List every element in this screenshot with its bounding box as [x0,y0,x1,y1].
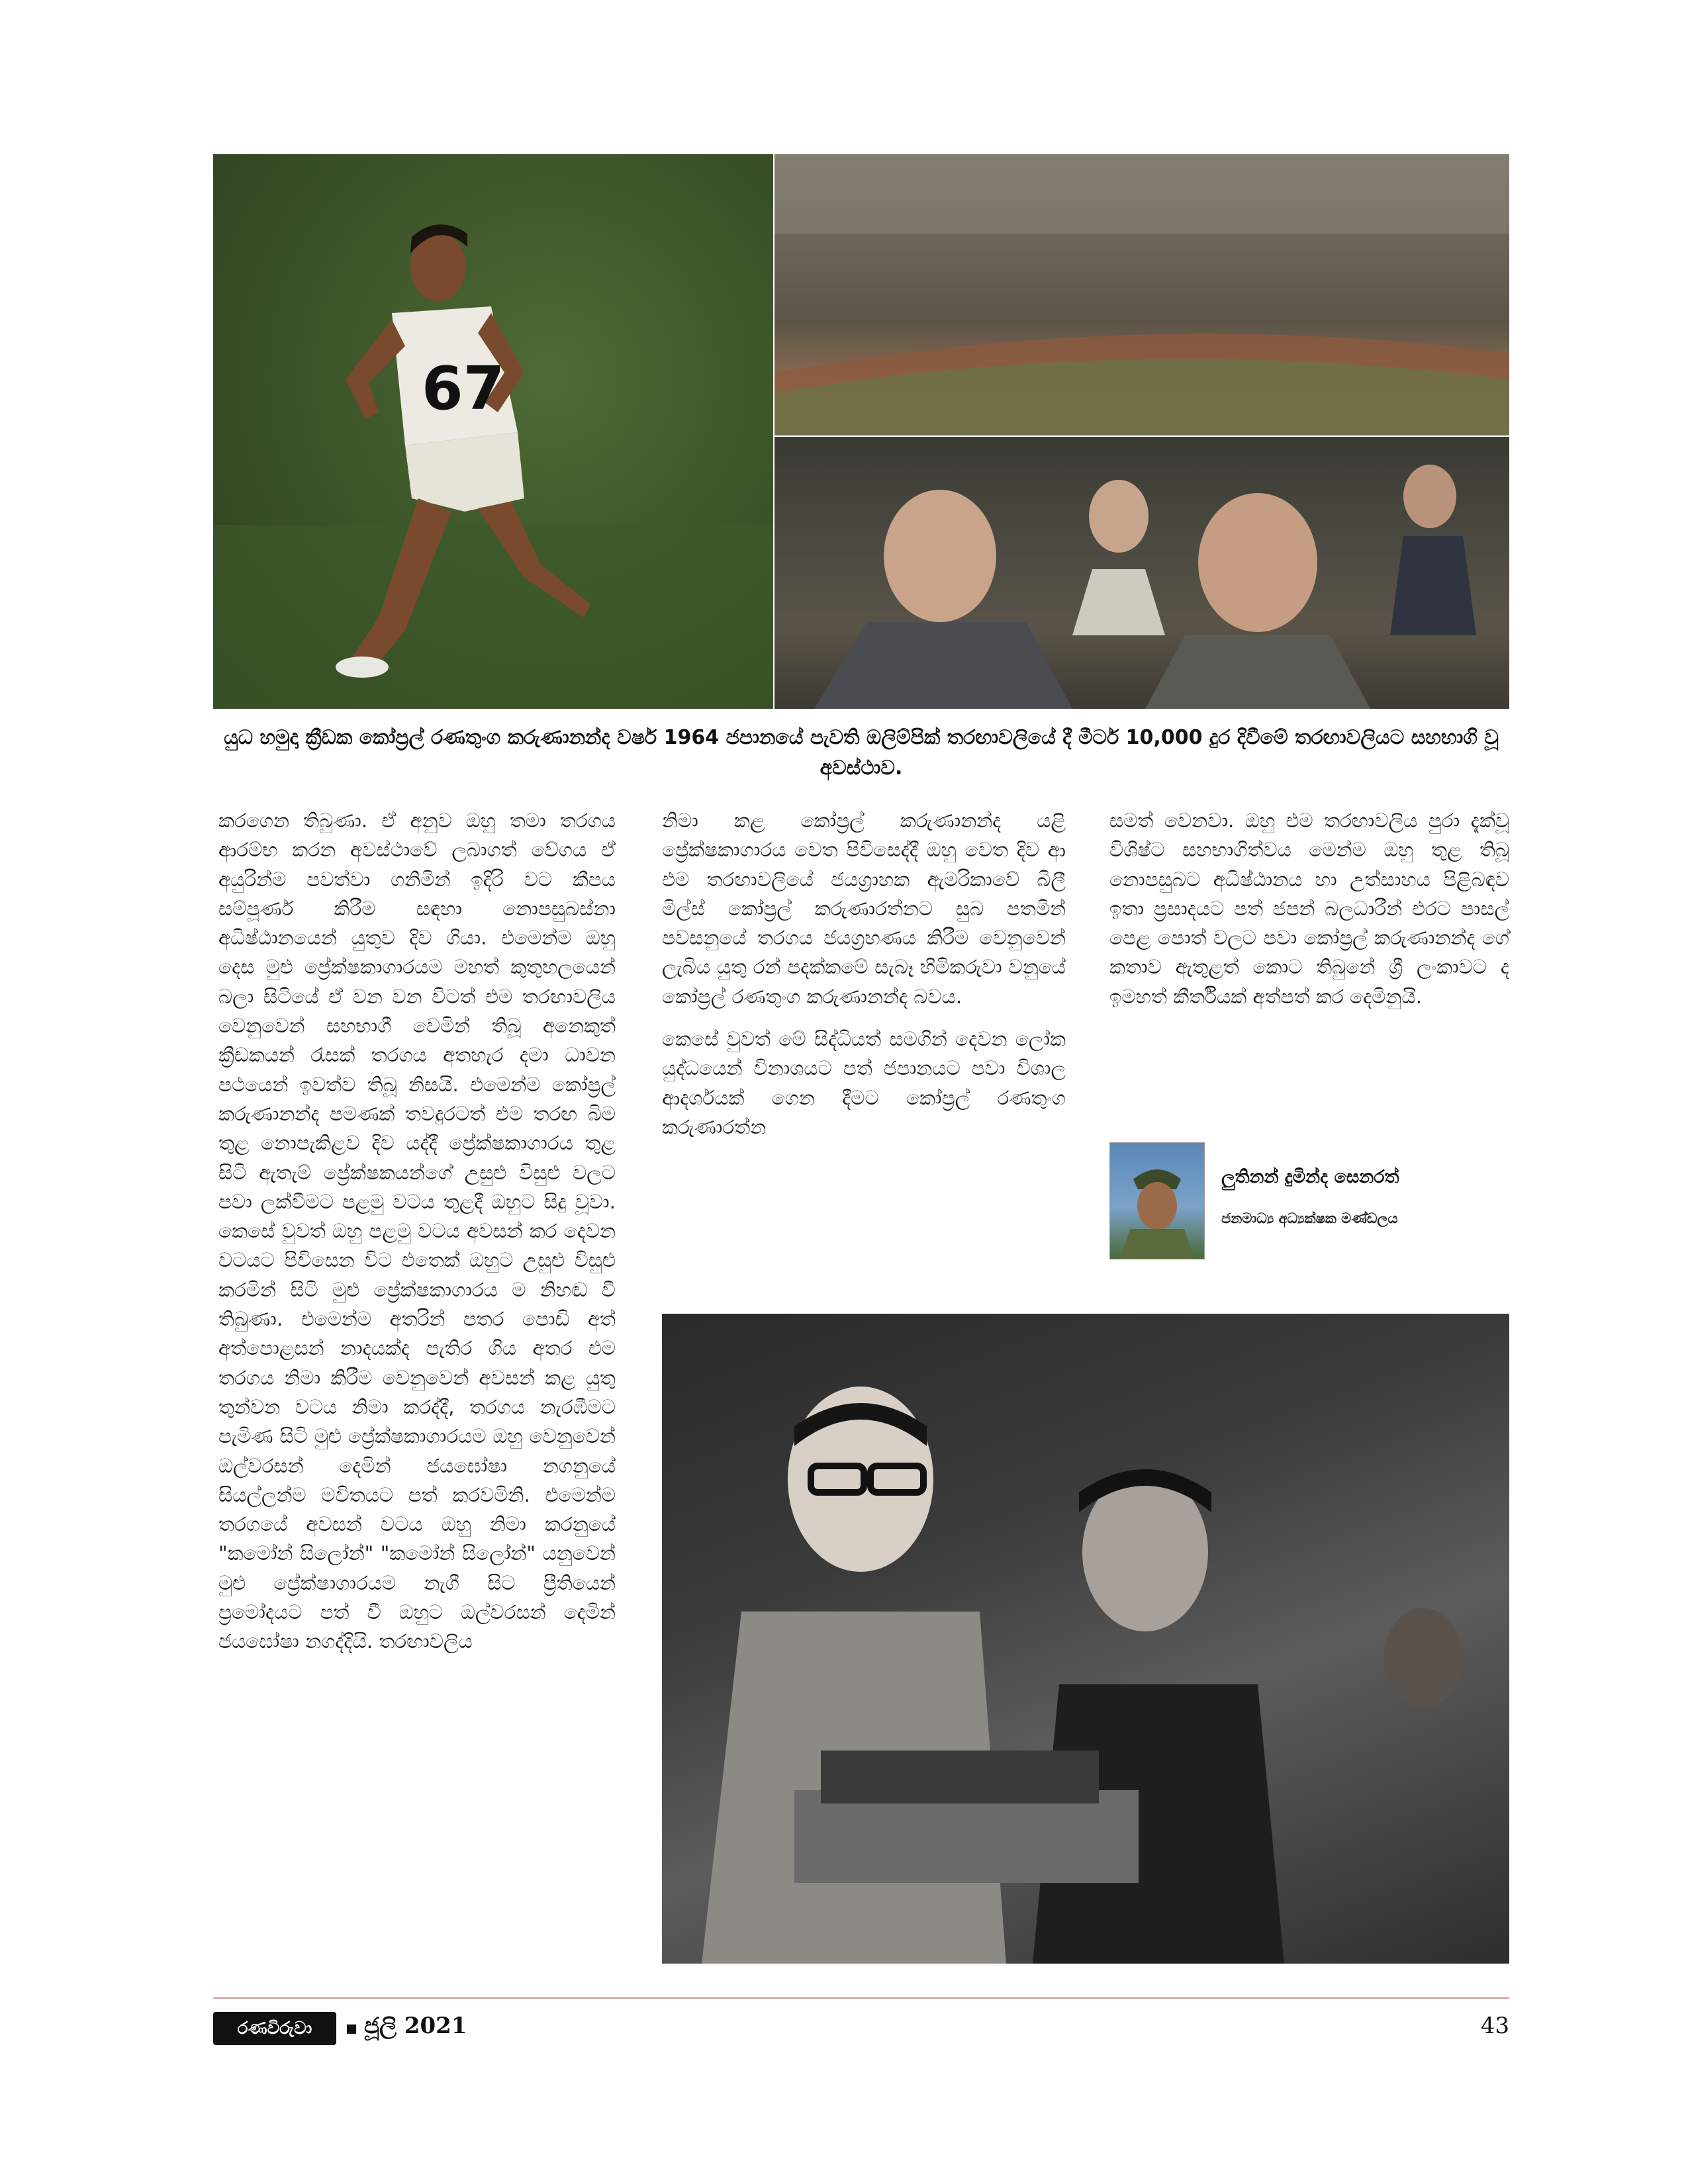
runner-illustration [213,154,773,709]
runner-photo [213,154,773,709]
award-illustration [662,1314,1509,1964]
photo-caption: යුධ හමුදා ක්‍රීඩක කෝප්‍රල් රණතුංග කරුණානන්ද වර්ෂ 1964 ජපානයේ පැවති ඔලිම්පික් තරඟාවලියේ දී මීටර් 10,000 දුර දිවීමේ තරඟාවලියට සහභාගි වූ අවස්ථාව. [224,726,1499,780]
footer-rule [213,1997,1509,1999]
footer-bullet [347,2025,356,2034]
page-number: 43 [1480,2013,1509,2039]
author-role: ජනමාධ්‍ය අධ්‍යක්ෂක මණ්ඩලය [1221,1210,1398,1226]
article-paragraph: සමත් වෙනවා. ඔහු එම තරඟාවලිය පුරා දැක්වූ විශිෂ්ට සහභාගිත්වය මෙන්ම ඔහු තුළ තිබූ නොපසුබට අධිෂ්ඨානය හා උත්සාහය පිළිබඳව ඉතා ප්‍රසාදයට පත් ජපන් බලධාරීන් එරට පාසල් පෙළ පොත් වලට පවා කෝප්‍රල් කරුණානන්ද ගේ කතාව ඇතුළත් කොට තිබුනේ ශ්‍රී ලංකාවට ද ඉමහත් කීර්තියක් අත්පත් කර දෙමිනුයි. [1109,809,1509,1008]
magazine-logo: රණවිරුවා [213,2012,336,2045]
crowd-illustration [774,437,1509,709]
crowd-photo [774,437,1509,709]
author-name: ලුතිනන් දුමින්ද සෙනරත් [1221,1167,1399,1187]
award-photo [662,1314,1509,1964]
stadium-illustration [774,154,1509,435]
issue-date: ජූලි 2021 [364,2013,467,2039]
author-photo [1109,1142,1205,1259]
stadium-photo [774,154,1509,435]
article-paragraph: නිමා කළ කෝප්‍රල් කරුණානන්ද යළි ප්‍රේක්ෂකාගාරය වෙත පිවිසෙද්දී ඔහු වෙත දිව ආ එම තරඟාවලියේ ජයග්‍රාහක ඇමරිකාවේ බිලී මිල්ස් කෝප්‍රල් කරුණාරත්නට සුබ පතමින් පවසනුයේ තරගය ජයග්‍රහණය කිරීම වෙනුවෙන් ලැබිය යුතු රන් පදක්කමේ සැබෑ හිමිකරුවා වනුයේ කෝප්‍රල් රණතුංග කරුණානන්ද බවය. [662,809,1066,1008]
author-portrait [1110,1143,1204,1259]
article-column-1 [218,806,616,1670]
bib-number: 67 [422,354,505,424]
article-column-3 [1109,806,1509,1024]
article-paragraph: කෙසේ වුවත් මේ සිද්ධියත් සමගින් දෙවන ලෝක යුද්ධයෙන් විනාශයට පත් ජපානයට පවා විශාල ආදර්ශයක් ගෙන දීමට කෝප්‍රල් රණතුංග කරුණාරත්න [662,1028,1066,1138]
article-column-2 [662,806,1066,1155]
article-paragraph: කරගෙන තිබුණා. ඒ අනුව ඔහු තමා තරගය ආරම්භ කරන අවස්ථාවේ ලබාගත් වේගය ඒ අයුරින්ම පවත්වා ගනිමින් ඉදිරි වට කීපය සම්පූර්ණ කිරීම සඳහා නොපසුබස්නා අධිෂ්ඨානයෙන් යුතුව දිව ගියා. එමෙන්ම ඔහු දෙස මුළු ප්‍රේක්ෂකාගාරයම මහත් කුතුහලයෙන් බලා සිටියේ ඒ වන වන විටත් එම තරඟාවලිය වෙනුවෙන් සහභාගී වෙමින් තිබූ අනෙකුත් ක්‍රීඩකයන් රැසක් තරගය අතහැර දමා ධාවන පථයෙන් ඉවත්ව තිබූ නිසයි. එමෙන්ම කෝප්‍රල් කරුණානන්ද පමණක් තවදුරටත් එම තරඟ බිම තුළ නොපැකිළව දිව යද්දී ප්‍රේක්ෂකාගාරය තුළ සිටි ඇතැම් ප්‍රේක්ෂකයන්ගේ උසුළු විසුළු වලට පවා ලක්වීමට පළමු වටය තුළදී ඔහුට සිදු වූවා. කෙසේ වුවත් ඔහු පළමු වටය අවසන් කර දෙවන වටයට පිවිසෙන විට එතෙක් ඔහුට උසුළු විසුළු කරමින් සිටි මුළු ප්‍රේක්ෂකාගාරය ම නිහඬ වී තිබුණා. එමෙන්ම අතරින් පතර පොඩි අත් අත්පොළසන් නාදයක්ද පැතිර ගිය අතර එම තරගය නිමා කිරීම වෙනුවෙන් අවසන් කළ යුතු තුන්වන වටය නිමා කරද්දී, තරගය නැරඹීමට පැමිණ සිටි මුළු ප්‍රේක්ෂකාගාරයම ඔහු වෙනුවෙන් ඔල්වරසන් දෙමින් ජයඝෝෂා නගනුයේ සියල්ලන්ම මවිතයට පත් කරවමිනි. එමෙන්ම තරගයේ අවසන් වටය ඔහු නිමා කරනුයේ "කමෝන් සිලෝන්" "කමෝන් සිලෝන්" යනුවෙන් මුළු ප්‍රේක්ෂාගාරයම නැගී සිට ප්‍රීතියෙන් ප්‍රමෝදයට පත් වී ඔහුට ඔල්වරසන් දෙමින් ජයඝෝෂා නගද්දියි. තරඟාවලිය [218,809,616,1653]
